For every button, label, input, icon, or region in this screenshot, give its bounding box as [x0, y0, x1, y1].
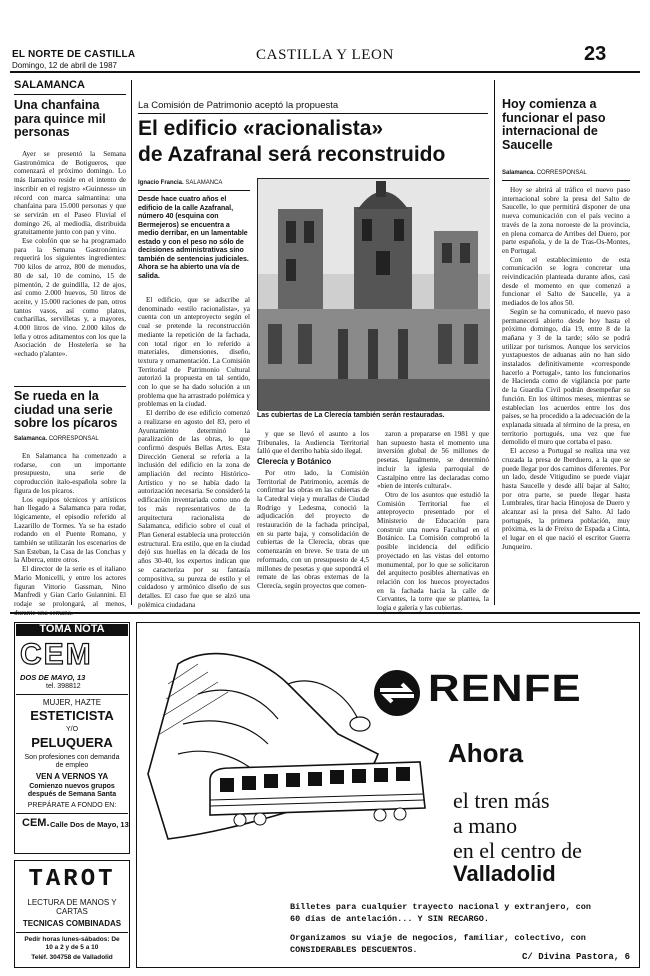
tarot-line1: LECTURA DE MANOS Y CARTAS [27, 898, 117, 916]
headline-azafranal-2: de Azafranal será reconstruido [138, 143, 446, 166]
renfe-slogan-1: el tren más [453, 788, 550, 813]
cem-logo: CEM [20, 638, 93, 671]
renfe-logo-icon [372, 668, 422, 718]
cem-grupos: Comienzo nuevos grupos después de Semana Santa [27, 783, 117, 798]
cem-yo: Y/O [65, 726, 79, 733]
cem-footer-logo: CEM. [22, 817, 50, 829]
byline-saucelle: Salamanca. CORRESPONSAL [502, 170, 587, 176]
article-azafranal-col3: zaron a prepararse en 1981 y que han supuesto hasta el momento una inversión global de 56 millones de pesetas. Igualmente, se determinó incluir la iglesia parroquial de Castalpino entre las declaradas como «bien de interés cultural». Otro de los asuntos que estudió la Comisión Territorial fue el anteproyecto presentado por el Ministerio de Educación para construir una nueva Facultad en el Botánico. La Comisión comprobó la posible incidencia del edificio proyectado en las vistas del entorno monumental, por lo que se solicitaron del arquitecto posibles alternativas en relación con los huecos proyectados en la fachada hacia la calle de Cervantes, la torre que se plantea, la logia e galería y las cubiertas. [377, 430, 489, 613]
article-saucelle-body: Hoy se abrirá al tráfico el nuevo paso internacional sobre la presa del Salto de Saucelle, lo que permitirá disponer de una nueva comunicación con el país vecino a través de la zona noroeste de la provincia, en plena comarca de Arribes del Duero, por parte española, y de la de Tras-Os-Montes, en Portugal. Con el establecimiento de esta comunicación se logra concretar una reivindicación planteada durante años, casi desde el momento en que comenzó a funcionar el Salto de Saucelle, ya a mediados de los años 50. Según se ha comunicado, el nuevo paso permanecerá abierto desde hoy hasta el próximo domingo, día 19, entre 8 de la mañana y 3 de la tarde; sólo se podrá utilizar por turismos. Aunque los servicios yuxtapuestos de aduanas aún no han sido instalados definitivamente «corresponde hacerlo a Portugal», tanto los funcionarios de Hacienda como de vigilancia por parte de la Guardia Civil podrán desempeñar su función. En los últimos meses, mientras se establecían los acuerdos entre los dos países, se ha procedido a la adecuación de la explanada situada al término de la presa, en territorio portugués, una vez que fue demolido el muro que cortaba el paso. El acceso a Portugal se realiza una vez cruzada la presa de Iberduero, a la que se puede llegar por dos caminos diferentes. Por un lado, desde Vitigudino se puede viajar hasta Saucelle y desde allí bajar al Salto; por otra parte, se puede llegar hasta Lumbrales, tirar hacia Hinojosa de Duero y alcanzar así la presa del Salto. Al lado portugués, la primera población, muy próxima, es la de Freixo de Espada a Cinta, el lugar en el que nació el escritor Guerra Junqueiro. [502, 186, 630, 551]
renfe-address: C/ Divina Pastora, 6 [522, 952, 631, 962]
article-azafranal-col2: y que se llevó el asunto a los Tribunales, la Audiencia Territorial falló que el derribo había sido ilegal. Clerecía y Botánico Por otro lado, la Comisión Territorial de Patrimonio, acemás de confirmar las obras en las cubiertas de la Catedral vieja y murallas de Ciudad Rodrigo y Ledesma, conoció la adjudicación del proyecto de restauración de la fachada principal, en su parte baja, y consolidación de cubiertas de la Clerecía, obras que comenzarán en breve. Se trata de un reformado, con un presupuesto de 4,5 millones de pesetas y que supondrá el remate de las obras externas de la Clerecía, según proyectos que comen- [257, 430, 369, 590]
article-chanfaina-body: Ayer se presentó la Semana Gastronómica de Botigueros, que comenzará el próximo domingo. Lo más llamativo reside en el intento de inscribir en el registro «Guinness» un récord con marca salmantina: una chanfaina para 15.000 personas y que se servirán en el Paseo Fluvial el domingo 26, al mediodía, distribuida gratuitamente junto con pan y vino. Ese colofón que se ha programado para la Semana Gastronómica requerirá los siguientes ingredientes: 700 kilos de arroz, 800 de menudos, 80 de sal, 10 de comino, 15 de pimentón, 2 de guindilla, 12 de ajos, así como 2.000 huevos, 50 litros de aceite, y 15.000 raciones de pan, otros tantos vasos, así como platos, cucharillas, servilletas y, a mayores, 4.000 litros de vino. 2.000 kilos de leña y otros aditamentos con los que la Asociación de Hostelería se ha «echado p'alante». [14, 150, 126, 359]
renfe-ahora: Ahora [448, 738, 524, 768]
tarot-hours: Pedir horas lunes-sábados: De 10 a 2 y de 5 a 10 [24, 936, 120, 951]
renfe-org-1: Organizamos su viaje de negocios, familiar, colectivo, con [290, 933, 586, 943]
subhead-clerecia: Clerecía y Botánico [257, 457, 332, 467]
cem-ven: VEN A VERNOS YA [35, 772, 109, 781]
cem-hazte: MUJER, HAZTE [42, 698, 102, 707]
headline-saucelle: Hoy comienza a funcionar el paso internacional de Saucelle [502, 97, 606, 152]
byline-azafranal: Ignacio Francia. SALAMANCA [138, 180, 223, 186]
section-title: CASTILLA Y LEON [256, 47, 394, 63]
tarot-tel: Teléf. 304758 de Valladolid [31, 954, 113, 961]
issue-date: Domingo, 12 de abril de 1987 [12, 61, 117, 70]
train-car-illustration [200, 760, 440, 840]
renfe-org-2: CONSIDERABLES DESCUENTOS. [290, 945, 418, 955]
tarot-title: TAROT [28, 866, 116, 893]
headline-chanfaina: Una chanfaina para quince mil personas [14, 98, 106, 139]
newspaper-name: EL NORTE DE CASTILLA [12, 49, 136, 60]
cem-esteticista: ESTETICISTA [30, 708, 114, 723]
kicker-salamanca: SALAMANCA [14, 79, 85, 91]
lead-azafranal: Desde hace cuatro años el edificio de la calle Azafranal, número 40 (esquina con Bermejeros) se encuentra a medio derribar, en un lamentable estado y con el peso no sólo de decisiones administrativas sino también de sentencias judiciales. Ahora se ha abierto una vía de salida. [138, 196, 249, 280]
article-azafranal-col1: El edificio, que se adscribe al denominado «estilo racionalista», ya cuenta con un anteproyecto según el cual se pretende la reconstrucción mediante la repetición de la fachada, con total rigor en lo referido a materiales, dimensiones, diseño, textura y ornamentación. La Comisión Territorial de Patrimonio Cultural autorizó la propuesta en tal sentido, con lo que se ha dado solución a un problema que ha arrastrado polémica y problemas en la ciudad. El derribo de ese edificio comenzó a realizarse en agosto del 83, pero el Ayuntamiento determinó la paralización de las obras, lo que confirmó después Bellas Artes. Esta Dirección General se refería a la inclusión del edificio en la zona de ampliación del recinto Histórico-Artístico y no se había dado la autorización necesaria. Se consideró la edificación inventariada como uno de los más representativos de la arquitectura racionalista de Salamanca, edificio sobre el cual el Plan General establecía una protección estructural. Era estilo, que en la ciudad dejó sus huellas en la década de los años 30-40, los expertos indican que se caracteriza por su fantasía compositiva, su pureza de estilo y el cuidadoso y armónico diseño de sus detalles. El caso fue que se alzó una polémica ciudadana [138, 296, 250, 609]
cem-footer-address: Calle Dos de Mayo, 13 [50, 820, 129, 829]
cem-prep: PREPÁRATE A FONDO EN: [27, 802, 117, 809]
page-number: 23 [584, 43, 607, 65]
renfe-brand: RENFE [428, 668, 582, 710]
headline-picaros: Se rueda en la ciudad una serie sobre los pícaros [14, 389, 118, 430]
cem-tel: tel. 398812 [46, 683, 81, 690]
article-picaros-body: En Salamanca ha comenzado a rodarse, con un importante presupuesto, una serie de coproducción italo-española sobre la figura de los pícaros. Los equipos técnicos y artísticos han llegado a Salamanca para rodar, lógicamente, el episodio referido al Lazarillo de Tormes. Ya se ha estado rodando en el Puente Romano, y también se utilizarán los escenarios de San Esteban, la Casa de las Conchas y la Alberca, entre otros. El director de la serie es el italiano Mario Monicelli, y entre los actores figuran Vittorio Gassman, Nino Manfredi y Gian Carlo Guiannini. El rodaje se prolongará, al menos, [14, 452, 126, 608]
renfe-slogan-3: en el centro de [453, 838, 582, 863]
cem-toma-nota: TOMA NOTA [16, 624, 128, 636]
photo-caption: Las cubiertas de La Clerecía también serán restauradas. [257, 412, 445, 419]
renfe-tickets-1: Billetes para cualquier trayecto nacional y extranjero, con [290, 902, 591, 912]
cem-peluquera: PELUQUERA [31, 735, 113, 750]
renfe-slogan-2: a mano [453, 813, 518, 838]
photo-clerecia [257, 178, 489, 410]
renfe-tickets-2: 60 días de antelación... Y SIN RECARGO. [290, 914, 489, 924]
byline-picaros: Salamanca. CORRESPONSAL [14, 436, 99, 442]
cem-salidas: Son profesiones con demanda de empleo [24, 754, 120, 769]
kicker-patrimonio: La Comisión de Patrimonio aceptó la propuesta [138, 100, 339, 111]
cem-address: DOS DE MAYO, 13 [20, 673, 86, 682]
headline-azafranal-1: El edificio «racionalista» [138, 117, 384, 140]
tarot-line2: TECNICAS COMBINADAS [22, 919, 122, 928]
renfe-slogan-4: Valladolid [453, 861, 556, 886]
